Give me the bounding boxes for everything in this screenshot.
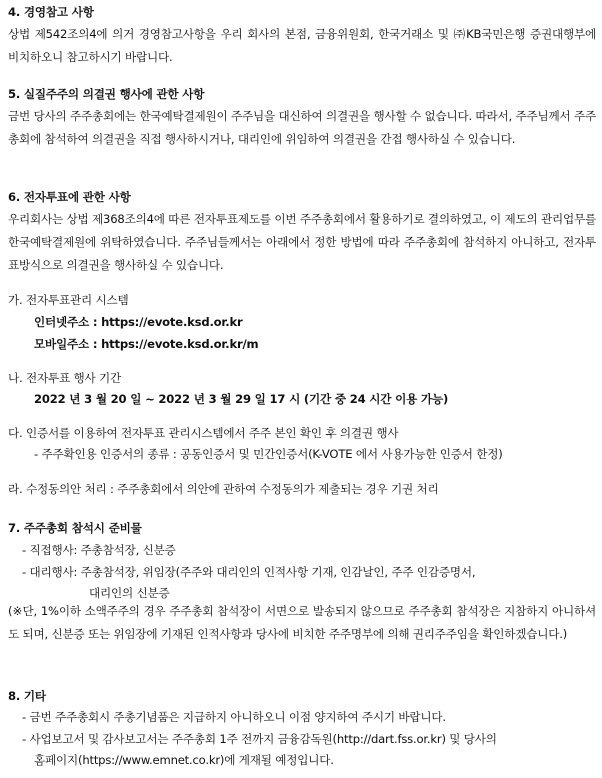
section-4-body: 상법 제542조의4에 의거 경영참고사항을 우리 회사의 본점, 금융위원회, 한국거래소 및 ㈜KB국민은행 증권대행부에 비치하오니 참고하시기 바랍니다.: [8, 27, 596, 64]
section-5: [8, 84, 596, 151]
section-7-note: (※단, 1%이하 소액주주의 경우 주주총회 참석장이 서면으로 발송되지 않으므로 주주총회 참석장은 지참하지 아니하셔도 되며, 신분증 또는 위임장에 기재된 인적사항과 당사에 비치한 주주명부에 의해 권리주주임을 확인하겠습니다.): [8, 604, 596, 641]
section-6-title: 6. 전자투표에 관한 사항: [8, 190, 131, 204]
section-5-title: 5. 실질주주의 의결권 행사에 관한 사항: [8, 87, 205, 101]
section-4: [8, 2, 596, 69]
section-8-item-gift: - 금번 주주총회시 주총기념품은 지급하지 아니하오니 이점 양지하여 주시기 바랍니다.: [22, 710, 446, 724]
section-6: [8, 187, 596, 277]
evote-amendment-label: 라. 수정동의안 처리 : 주주총회에서 의안에 관하여 수정동의가 제출되는 경우 기권 처리: [8, 482, 439, 496]
section-8-item-report: - 사업보고서 및 감사보고서는 주주총회 1주 전까지 금융감독원(http://dart.fss.or.kr) 및 당사의: [22, 732, 497, 746]
evote-mobile-address: 모바일주소 : https://evote.ksd.or.kr/m: [34, 337, 259, 351]
section-7-item-proxy: - 대리행사: 주총참석장, 위임장(주주와 대리인의 인적사항 기재, 인감날인, 주주 인감증명서,: [22, 565, 476, 579]
section-8-title: 8. 기타: [8, 689, 46, 703]
evote-auth-label: 다. 인증서를 이용하여 전자투표 관리시스템에서 주주 본인 확인 후 의결권 행사: [8, 426, 399, 440]
section-8-item-report-cont: 홈페이지(https://www.emnet.co.kr)에 게재될 예정입니다.: [34, 753, 334, 767]
section-4-title: 4. 경영참고 사항: [8, 5, 94, 19]
evote-web-address: 인터넷주소 : https://evote.ksd.or.kr: [34, 315, 243, 329]
evote-system-label: 가. 전자투표관리 시스템: [8, 293, 129, 307]
section-7-item-direct: - 직접행사: 주총참석장, 신분증: [22, 543, 176, 557]
evote-period-value: 2022 년 3 월 20 일 ~ 2022 년 3 월 29 일 17 시 (기간 중 24 시간 이용 가능): [34, 392, 449, 406]
section-7-item-proxy-cont: 대리인의 신분증: [89, 586, 170, 600]
section-5-body: 금번 당사의 주주총회에는 한국예탁결제원이 주주님을 대신하여 의결권을 행사할 수 없습니다. 따라서, 주주님께서 주주총회에 참석하여 의결권을 직접 행사하시거나, 대리인에 위임하여 의결권을 간접 행사하실 수 있습니다.: [8, 109, 596, 146]
section-6-body: 우리회사는 상법 제368조의4에 따른 전자투표제도를 이번 주주총회에서 활용하기로 결의하였고, 이 제도의 관리업무를 한국예탁결제원에 위탁하였습니다. 주주님들께서는 아래에서 정한 방법에 따라 주주총회에 참석하지 아니하고, 전자투표방식으로 의결권을 행사하실 수 있습니다.: [8, 212, 596, 272]
evote-auth-detail: - 주주확인용 인증서의 종류 : 공동인증서 및 민간인증서(K-VOTE 에서 사용가능한 인증서 한정): [34, 447, 503, 461]
section-7-note-wrap: [8, 600, 596, 646]
evote-period-label: 나. 전자투표 행사 기간: [8, 371, 121, 385]
section-7-title: 7. 주주총회 참석시 준비물: [8, 521, 142, 535]
